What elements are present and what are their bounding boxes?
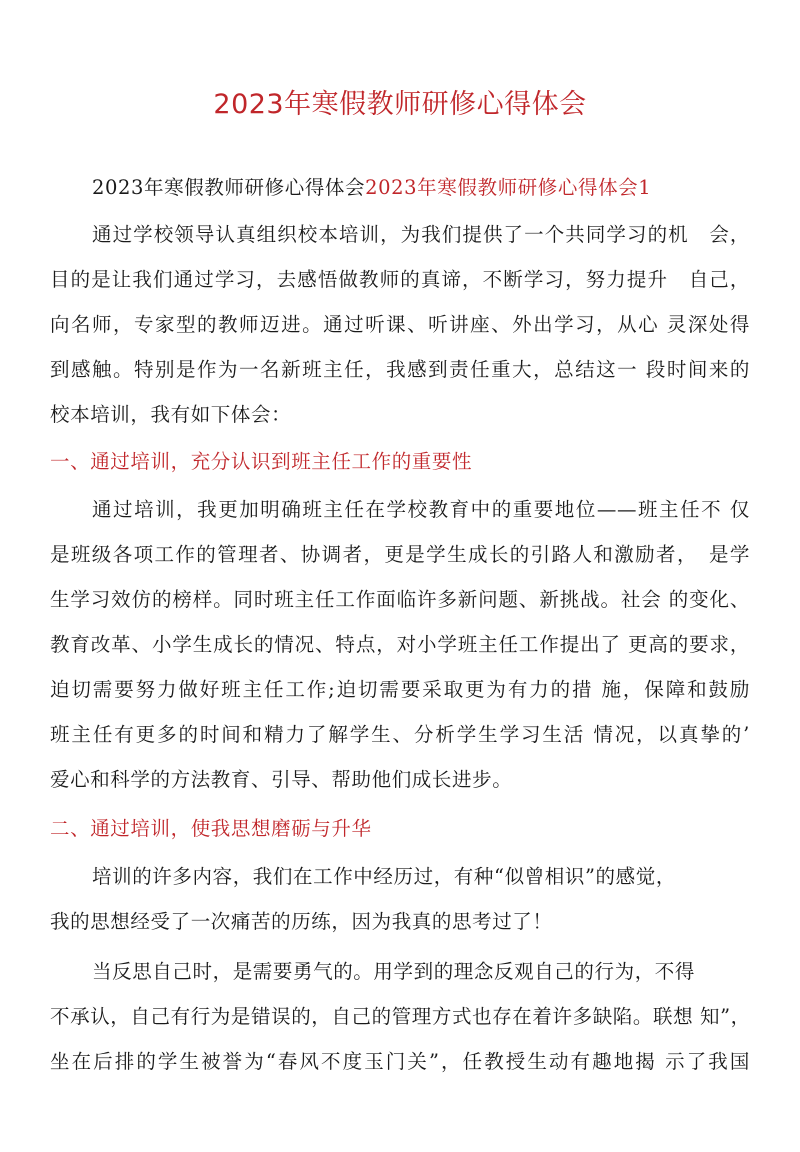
document-title: 2023年寒假教师研修心得体会 [213, 89, 587, 120]
section2-line-3: 当反思自己时，是需要勇气的。用学到的理念反观自己的行为，不得 [92, 960, 696, 983]
intro-line-2: 目的是让我们通过学习，去感悟做教师的真谛，不断学习，努力提升 自己， [50, 268, 750, 291]
section1-line-6: 班主任有更多的时间和精力了解学生、分析学生学习生活 情况，以真挚的’ [50, 723, 750, 746]
intro-line-4: 到感触。特别是作为一名新班主任，我感到责任重大，总结这一 段时间来的 [50, 358, 750, 381]
section1-line-5: 迫切需要努力做好班主任工作;迫切需要采取更为有力的措 施，保障和鼓励 [50, 678, 750, 701]
section1-line-2: 是班级各项工作的管理者、协调者，更是学生成长的引路人和激励者， 是学 [50, 543, 750, 566]
subtitle-black: 2023年寒假教师研修心得体会 [92, 176, 366, 199]
intro-line-5: 校本培训，我有如下体会： [50, 403, 292, 426]
section1-line-7: 爱心和科学的方法教育、引导、帮助他们成长进步。 [50, 768, 513, 791]
section1-line-1: 通过培训，我更加明确班主任在学校教育中的重要地位——班主任不 仅 [92, 498, 750, 521]
intro-line-3: 向名师，专家型的教师迈进。通过听课、听讲座、外出学习，从心 灵深处得 [50, 313, 750, 336]
section1-line-3: 生学习效仿的榜样。同时班主任工作面临许多新问题、新挑战。社会 的变化、 [50, 588, 750, 611]
section2-line-2: 我的思想经受了一次痛苦的历练，因为我真的思考过了！ [50, 910, 553, 933]
section2-line-5: 坐在后排的学生被誉为“春风不度玉门关”，任教授生动有趣地揭 示了我国 [50, 1050, 750, 1073]
section2-line-4: 不承认，自己有行为是错误的，自己的管理方式也存在着许多缺陷。联想 知”， [50, 1005, 751, 1028]
section2-line-1: 培训的许多内容，我们在工作中经历过，有种“似曾相识”的感觉， [92, 865, 676, 888]
intro-line-1: 通过学校领导认真组织校本培训，为我们提供了一个共同学习的机 会， [92, 223, 750, 246]
subtitle-line [92, 175, 651, 201]
section2-heading: 二、通过培训，使我思想磨砺与升华 [50, 817, 372, 840]
section1-heading: 一、通过培训，充分认识到班主任工作的重要性 [50, 450, 473, 473]
subtitle-red: 2023年寒假教师研修心得体会1 [365, 176, 652, 199]
section1-line-4: 教育改革、小学生成长的情况、特点，对小学班主任工作提出了 更高的要求， [50, 633, 750, 656]
